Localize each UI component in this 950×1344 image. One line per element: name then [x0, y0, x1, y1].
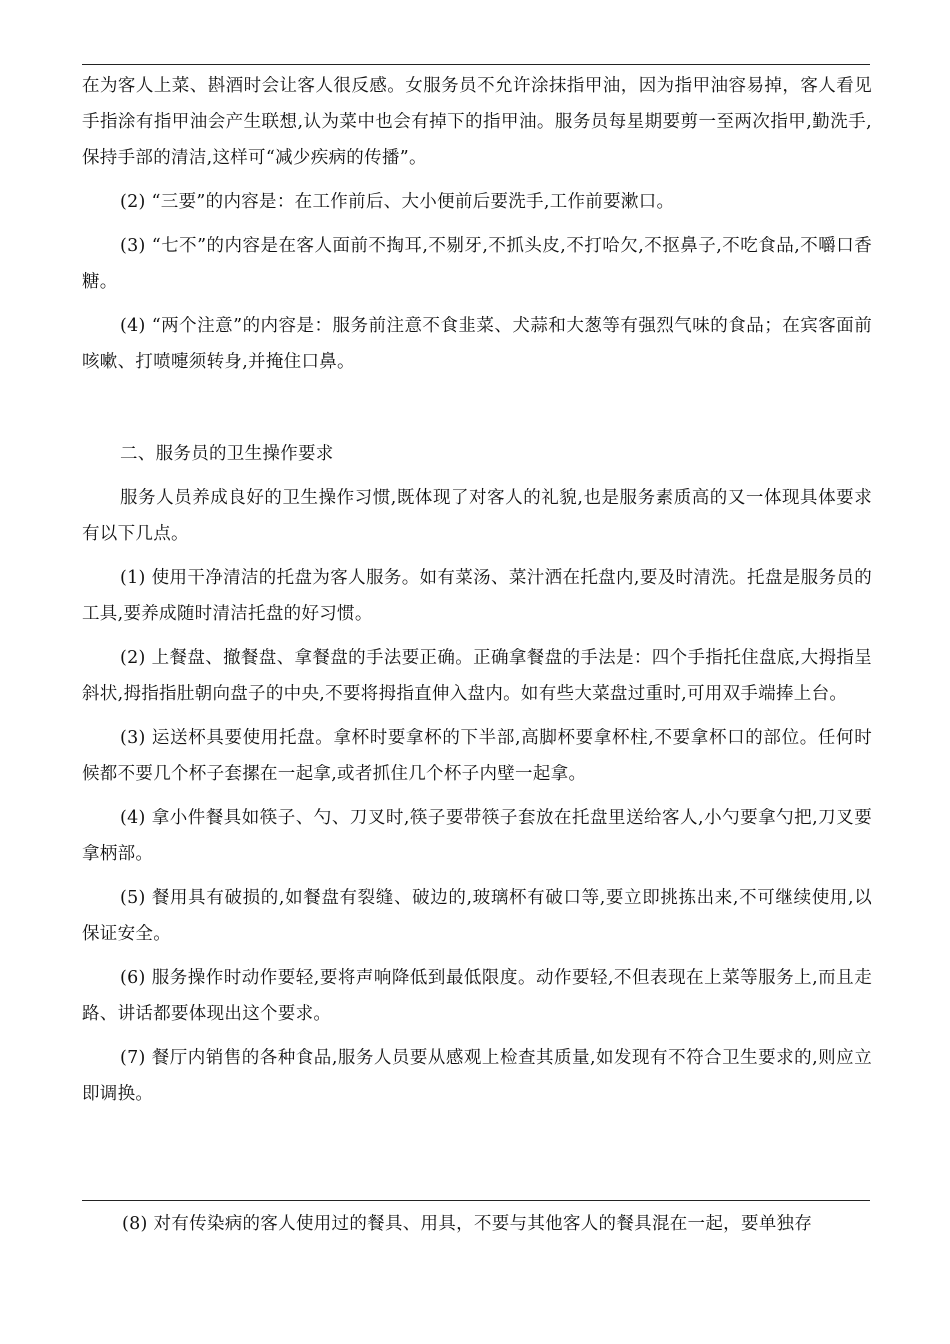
paragraph-seven-donts: (3) “七不”的内容是在客人面前不掏耳,不剔牙,不抓头皮,不打哈欠,不抠鼻子,不吃食品,不嚼口香糖。	[82, 236, 872, 292]
requirement-item: (1) 使用干净清洁的托盘为客人服务。如有菜汤、菜汁洒在托盘内,要及时清洗。托盘是服务员的工具,要养成随时清洁托盘的好习惯。	[82, 568, 872, 624]
section-heading: 二、服务员的卫生操作要求	[120, 444, 334, 464]
bottom-rule	[82, 1200, 870, 1201]
top-rule	[82, 64, 870, 65]
requirement-item: (2) 上餐盘、撤餐盘、拿餐盘的手法要正确。正确拿餐盘的手法是：四个手指托住盘底,大拇指呈斜状,拇指指肚朝向盘子的中央,不要将拇指直伸入盘内。如有些大菜盘过重时,可用双手端捧上台。	[82, 648, 872, 704]
requirement-item: (7) 餐厅内销售的各种食品,服务人员要从感观上检查其质量,如发现有不符合卫生要求的,则应立即调换。	[82, 1048, 872, 1104]
requirement-item: (3) 运送杯具要使用托盘。拿杯时要拿杯的下半部,高脚杯要拿杯柱,不要拿杯口的部位。任何时候都不要几个杯子套摞在一起拿,或者抓住几个杯子内壁一起拿。	[82, 728, 872, 784]
requirement-item: (6) 服务操作时动作要轻,要将声响降低到最低限度。动作要轻,不但表现在上菜等服务上,而且走路、讲话都要体现出这个要求。	[82, 968, 872, 1024]
requirement-item: (4) 拿小件餐具如筷子、勺、刀叉时,筷子要带筷子套放在托盘里送给客人,小勺要拿勺把,刀叉要拿柄部。	[82, 808, 872, 864]
document-body	[82, 68, 872, 1120]
requirement-item: (5) 餐用具有破损的,如餐盘有裂缝、破边的,玻璃杯有破口等,要立即挑拣出来,不可继续使用,以保证安全。	[82, 888, 872, 944]
paragraph-two-notes: (4) “两个注意”的内容是：服务前注意不食韭菜、犬蒜和大葱等有强烈气味的食品；在宾客面前咳嗽、打喷嚏须转身,并掩住口鼻。	[82, 316, 872, 372]
next-page-partial-line: (8) 对有传染病的客人使用过的餐具、用具，不要与其他客人的餐具混在一起，要单独存	[122, 1214, 813, 1234]
paragraph-continuation: 在为客人上菜、斟酒时会让客人很反感。女服务员不允许涂抹指甲油，因为指甲油容易掉，客人看见手指涂有指甲油会产生联想,认为菜中也会有掉下的指甲油。服务员每星期要剪一至两次指甲,勤洗手,保持手部的清洁,这样可“减少疾病的传播”。	[82, 76, 872, 168]
section-gap	[82, 388, 872, 436]
paragraph-three-musts: (2) “三要”的内容是：在工作前后、大小便前后要洗手,工作前要漱口。	[120, 192, 675, 212]
section-intro: 服务人员养成良好的卫生操作习惯,既体现了对客人的礼貌,也是服务素质高的又一体现具体要求有以下几点。	[82, 488, 872, 544]
